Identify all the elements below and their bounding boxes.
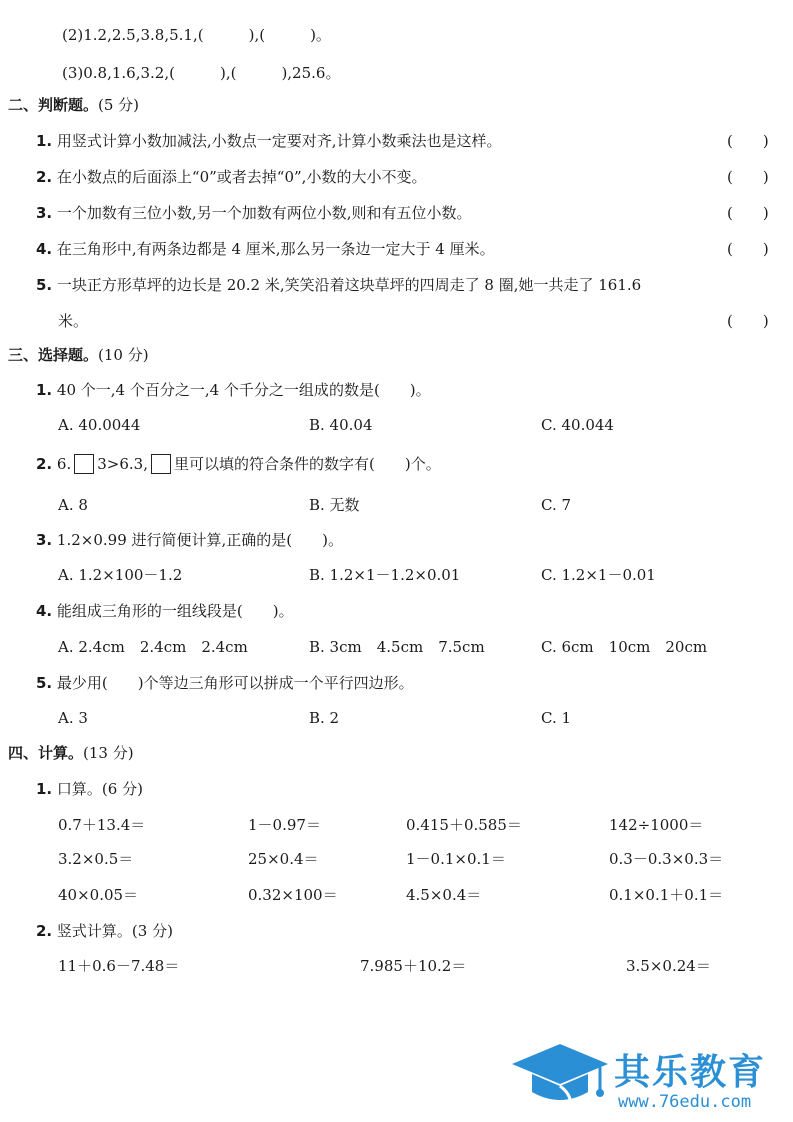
option-b[interactable]: B. 40.04 [309,416,373,434]
option-a[interactable]: A. 1.2×100－1.2 [58,566,183,584]
calc-subsection-1 [36,778,143,800]
mental-calc-item[interactable]: 25×0.4＝ [248,850,319,868]
question-number: 2. [36,455,53,473]
mental-calc-item[interactable]: 0.415＋0.585＝ [406,816,522,834]
question-text: 在三角形中,有两条边都是 4 厘米,那么另一条边一定大于 4 厘米。 [56,240,495,258]
subsection-title: 口算。(6 分) [56,780,143,798]
section-score: (5 分) [98,96,140,114]
sequence-question-2: (2)1.2,2.5,3.8,5.1,( ),( )。 [62,26,331,44]
question-text: 1.2×0.99 进行简便计算,正确的是( )。 [56,531,343,549]
vertical-calc-item[interactable]: 7.985＋10.2＝ [360,957,467,975]
blank-box[interactable] [151,454,171,474]
choice-question-3 [36,529,343,551]
option-b[interactable]: B. 1.2×1－1.2×0.01 [309,566,461,584]
blank-box[interactable] [74,454,94,474]
option-c[interactable]: C. 7 [541,496,572,514]
section-choice-heading [8,344,149,366]
question-number: 3. [36,204,53,222]
section-title: 四、计算。 [8,744,84,762]
sequence-question-3: (3)0.8,1.6,3.2,( ),( ),25.6。 [62,64,341,82]
judge-item-5 [36,274,641,296]
question-text: 一个加数有三位小数,另一个加数有两位小数,则和有五位小数。 [56,204,472,222]
question-text: 能组成三角形的一组线段是( )。 [56,602,294,620]
answer-paren[interactable]: ( ) [727,204,769,222]
judge-item-2 [36,166,426,188]
mental-calc-item[interactable]: 0.32×100＝ [248,886,338,904]
judge-item-1 [36,130,501,152]
section-title: 三、选择题。 [8,346,99,364]
question-number: 4. [36,602,53,620]
mental-calc-item[interactable]: 40×0.05＝ [58,886,139,904]
question-text: 一块正方形草坪的边长是 20.2 米,笑笑沿着这块草坪的四周走了 8 圈,她一共走了 161.6 [56,276,642,294]
question-number: 3. [36,531,53,549]
answer-paren[interactable]: ( ) [727,240,769,258]
option-c[interactable]: C. 6cm 10cm 20cm [541,638,708,656]
question-text: 用竖式计算小数加减法,小数点一定要对齐,计算小数乘法也是这样。 [56,132,502,150]
question-number: 5. [36,276,53,294]
choice-question-4 [36,600,294,622]
answer-paren[interactable]: ( ) [727,168,769,186]
option-c[interactable]: C. 1 [541,709,572,727]
mental-calc-item[interactable]: 0.7＋13.4＝ [58,816,146,834]
option-a[interactable]: A. 40.0044 [58,416,141,434]
question-number: 2. [36,922,53,940]
question-number: 4. [36,240,53,258]
option-b[interactable]: B. 2 [309,709,340,727]
judge-item-4 [36,238,495,260]
option-c[interactable]: C. 40.044 [541,416,614,434]
brand-url: www.76edu.com [618,1092,752,1112]
section-judge-heading [8,94,139,116]
vertical-calc-item[interactable]: 11＋0.6－7.48＝ [58,957,180,975]
subsection-title: 竖式计算。(3 分) [56,922,173,940]
question-text: 最少用( )个等边三角形可以拼成一个平行四边形。 [56,674,414,692]
option-b[interactable]: B. 3cm 4.5cm 7.5cm [309,638,485,656]
option-b[interactable]: B. 无数 [309,496,360,514]
mental-calc-item[interactable]: 142÷1000＝ [609,816,704,834]
question-number: 1. [36,132,53,150]
question-text-post: 里可以填的符合条件的数字有( )个。 [173,455,441,473]
question-text-pre: 6. [56,455,72,473]
option-c[interactable]: C. 1.2×1－0.01 [541,566,656,584]
vertical-calc-item[interactable]: 3.5×0.24＝ [626,957,711,975]
option-a[interactable]: A. 8 [58,496,88,514]
mental-calc-item[interactable]: 1－0.97＝ [248,816,321,834]
mental-calc-item[interactable]: 3.2×0.5＝ [58,850,134,868]
brand-name: 其乐教育 [614,1052,767,1093]
question-number: 2. [36,168,53,186]
mental-calc-item[interactable]: 0.3－0.3×0.3＝ [609,850,724,868]
brand-logo [508,1040,788,1118]
option-a[interactable]: A. 2.4cm 2.4cm 2.4cm [58,638,248,656]
graduation-cap-icon [508,1040,612,1116]
section-score: (13 分) [83,744,134,762]
choice-question-5 [36,672,414,694]
answer-paren[interactable]: ( ) [727,312,769,330]
section-calc-heading [8,742,134,764]
question-number: 5. [36,674,53,692]
mental-calc-item[interactable]: 0.1×0.1＋0.1＝ [609,886,724,904]
question-text: 在小数点的后面添上“0”或者去掉“0”,小数的大小不变。 [56,168,427,186]
judge-item-3 [36,202,471,224]
answer-paren[interactable]: ( ) [727,132,769,150]
question-number: 1. [36,381,53,399]
question-number: 1. [36,780,53,798]
option-a[interactable]: A. 3 [58,709,88,727]
mental-calc-item[interactable]: 4.5×0.4＝ [406,886,482,904]
choice-question-1 [36,379,431,401]
question-text-mid: 3>6.3, [97,455,148,473]
mental-calc-item[interactable]: 1－0.1×0.1＝ [406,850,506,868]
section-score: (10 分) [98,346,149,364]
section-title: 二、判断题。 [8,96,99,114]
choice-question-2 [36,453,441,475]
calc-subsection-2 [36,920,173,942]
question-text: 40 个一,4 个百分之一,4 个千分之一组成的数是( )。 [56,381,431,399]
question-text-continued: 米。 [58,312,89,330]
